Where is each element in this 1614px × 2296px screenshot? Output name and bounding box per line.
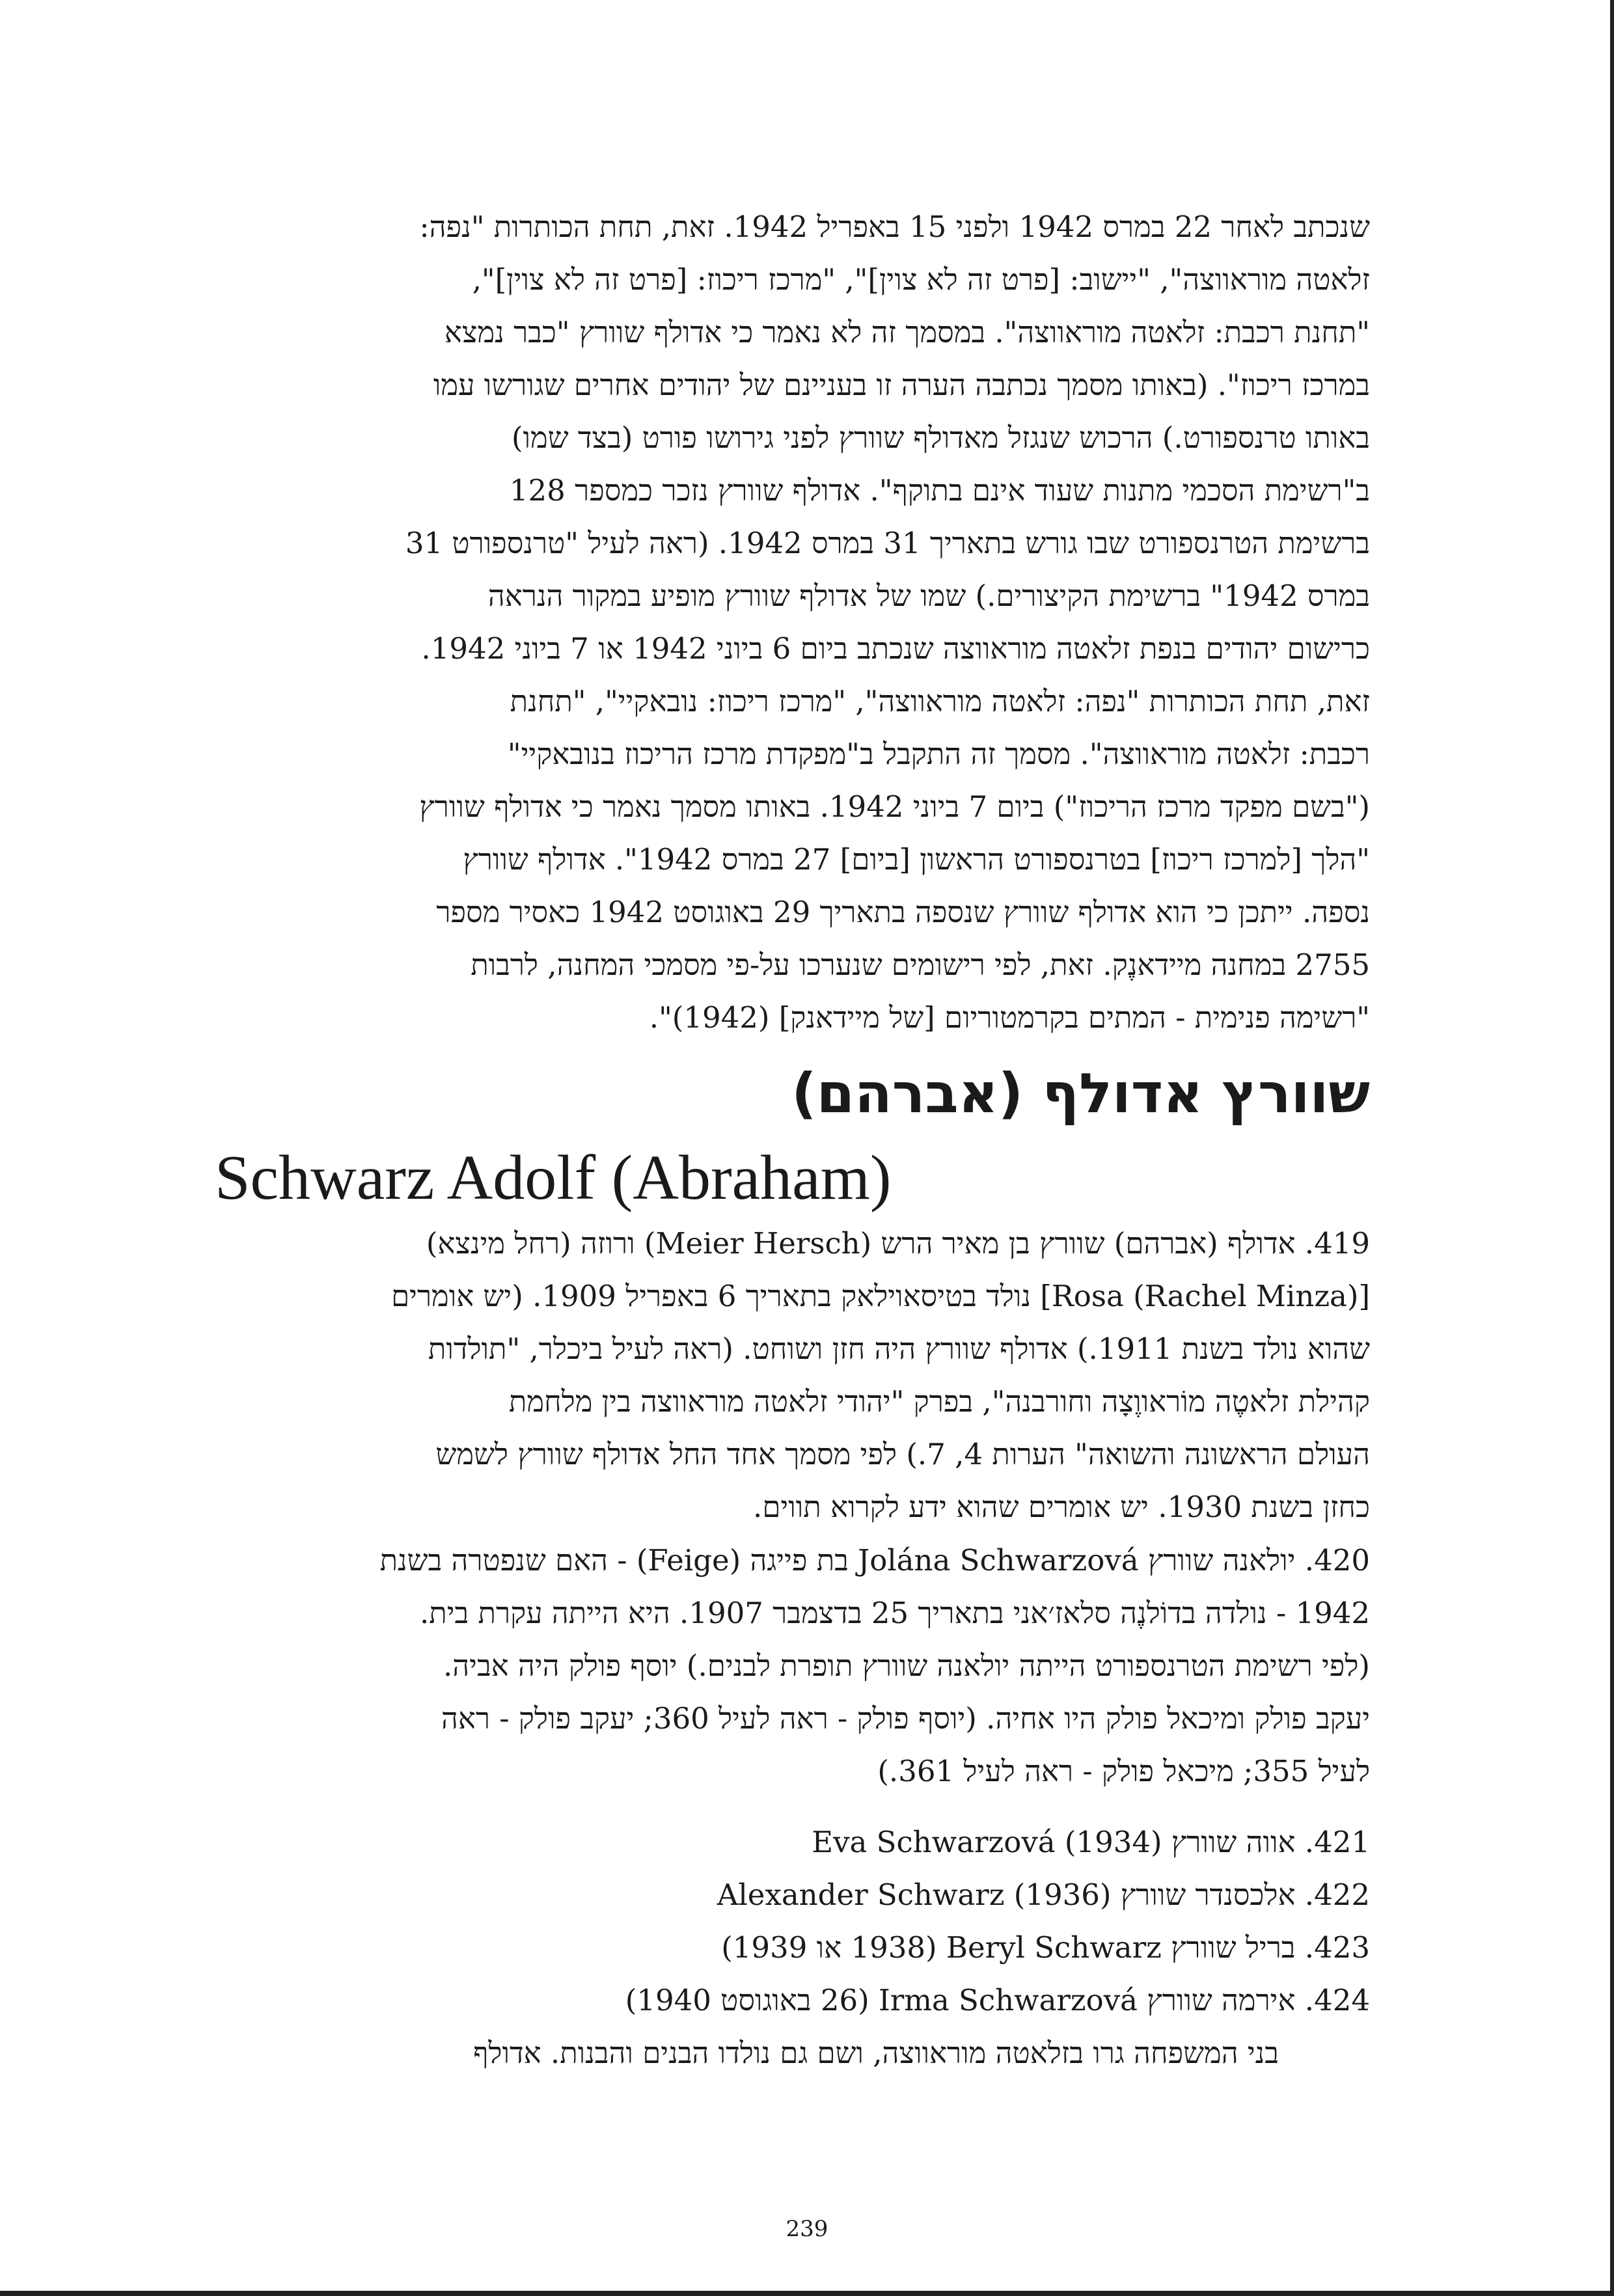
family-heading-latin: Schwarz Adolf (Abraham): [215, 1143, 892, 1213]
text-line: כרישום יהודים בנפת זלאטה מוראווצה שנכתב ביום 6 ביוני 1942 או 7 ביוני 1942.: [421, 631, 1370, 666]
text-line: ב"רשימת הסכמי מתנות שעוד אינם בתוקף". אדולף שוורץ נזכר כמספר 128: [509, 473, 1370, 508]
family-heading-hebrew: שוורץ אדולף (אברהם): [791, 1061, 1370, 1125]
text-line: קהילת זלאטֶה מוֹראווֶצָה וחורבנה", בפרק "יהודי זלאטה מוראווצה בין מלחמת: [508, 1384, 1370, 1419]
text-line: רכבת: זלאטה מוראווצה". מסמך זה התקבל ב"מפקדת מרכז הריכוז בנובאקיי": [507, 737, 1370, 771]
text-line: "הלך [למרכז ריכוז] בטרנספורט הראשון [ביום] 27 במרס 1942". אדולף שוורץ: [463, 842, 1370, 877]
text-line: שהוא נולד בשנת 1911.) אדולף שוורץ היה חזן ושוחט. (ראה לעיל ביכלר, "תולדות: [428, 1332, 1370, 1366]
text-line: באותו טרנספורט.) הרכוש שנגזל מאדולף שוורץ לפני גירושו פורט (בצד שמו): [511, 420, 1370, 455]
text-line: 419. אדולף (אברהם) שוורץ בן מאיר הרש (Meier Hersch) ורוזה (רחל מינצא): [426, 1226, 1370, 1261]
text-line: 1942 - נולדה בדוֹלנֶה סלאז׳אני בתאריך 25 בדצמבר 1907. היא הייתה עקרת בית.: [419, 1596, 1370, 1630]
page-number: 239: [786, 2216, 828, 2242]
text-line: במרכז ריכוז". (באותו מסמך נכתבה הערה זו בעניינם של יהודים אחרים שגורשו עמו: [433, 368, 1370, 402]
text-line: "רשימה פנימית - המתים בקרמטוריום [של מיידאנק] (1942)".: [649, 1000, 1370, 1035]
text-line: ברשימת הטרנספורט שבו גורש בתאריך 31 במרס 1942. (ראה לעיל "טרנספורט 31: [405, 526, 1370, 560]
entry-420-paragraph: [215, 1534, 1370, 1797]
text-line: 2755 במחנה מיידאנֶק. זאת, לפי רישומים שנערכו על-פי מסמכי המחנה, לרבות: [471, 948, 1370, 982]
text-line: זלאטה מוראווצה", "יישוב: [פרט זה לא צוין]", "מרכז ריכוז: [פרט זה לא צוין]",: [472, 262, 1370, 297]
scan-edge-right: [1610, 0, 1614, 2296]
closing-line: בני המשפחה גרו בזלאטה מוראווצה, ושם גם נולדו הבנים והבנות. אדולף: [473, 2036, 1279, 2070]
text-line: נספה. ייתכן כי הוא אדולף שוורץ שנספה בתאריך 29 באוגוסט 1942 כאסיר מספר: [436, 895, 1370, 929]
text-line: העולם הראשונה והשואה" הערות 4, 7.) לפי מסמך אחד החל אדולף שוורץ לשמש: [435, 1437, 1370, 1471]
text-line: זאת, תחת הכותרות "נפה: זלאטה מוראווצה", "מרכז ריכוז: נובאקיי", "תחנת: [510, 684, 1370, 718]
entry-419-paragraph: [215, 1217, 1370, 1533]
text-line: לעיל 355; מיכאל פולק - ראה לעיל 361.): [877, 1754, 1370, 1788]
text-line: שנכתב לאחר 22 במרס 1942 ולפני 15 באפריל 1942. זאת, תחת הכותרות "נפה:: [419, 210, 1370, 244]
entry-424: 424. אירמה שוורץ Irma Schwarzová (26 באוגוסט 1940): [625, 1983, 1370, 2017]
text-line: יעקב פולק ומיכאל פולק היו אחיה. (יוסף פולק - ראה לעיל 360; יעקב פולק - ראה: [441, 1701, 1370, 1736]
text-line: [Rosa (Rachel Minza)] נולד בטיסאוילאק בתאריך 6 באפריל 1909. (יש אומרים: [391, 1279, 1370, 1313]
entry-421: 421. אווה שוורץ Eva Schwarzová (1934): [812, 1825, 1370, 1859]
text-line: 420. יולאנה שוורץ Jolána Schwarzová בת פייגה (Feige) - האם שנפטרה בשנת: [379, 1543, 1370, 1578]
entry-423: 423. בריל שוורץ Beryl Schwarz (1938 או 1939): [721, 1930, 1370, 1965]
text-line: "תחנת רכבת: זלאטה מוראווצה". במסמך זה לא נאמר כי אדולף שוורץ "כבר נמצא: [444, 315, 1370, 349]
continuation-paragraph: [215, 200, 1370, 1044]
text-line: כחזן בשנת 1930. יש אומרים שהוא ידע לקרוא תווים.: [753, 1490, 1370, 1524]
scan-edge-bottom: [0, 2291, 1614, 2296]
text-line: במרס 1942" ברשימת הקיצורים.) שמו של אדולף שוורץ מופיע במקור הנראה: [487, 579, 1370, 613]
entry-422: 422. אלכסנדר שוורץ Alexander Schwarz (1936): [717, 1878, 1370, 1912]
text-line: ("בשם מפקד מרכז הריכוז") ביום 7 ביוני 1942. באותו מסמך נאמר כי אדולף שוורץ: [419, 789, 1370, 824]
text-line: (לפי רשימת הטרנספורט הייתה יולאנה שוורץ תופרת לבנים.) יוסף פולק היה אביה.: [443, 1648, 1370, 1683]
